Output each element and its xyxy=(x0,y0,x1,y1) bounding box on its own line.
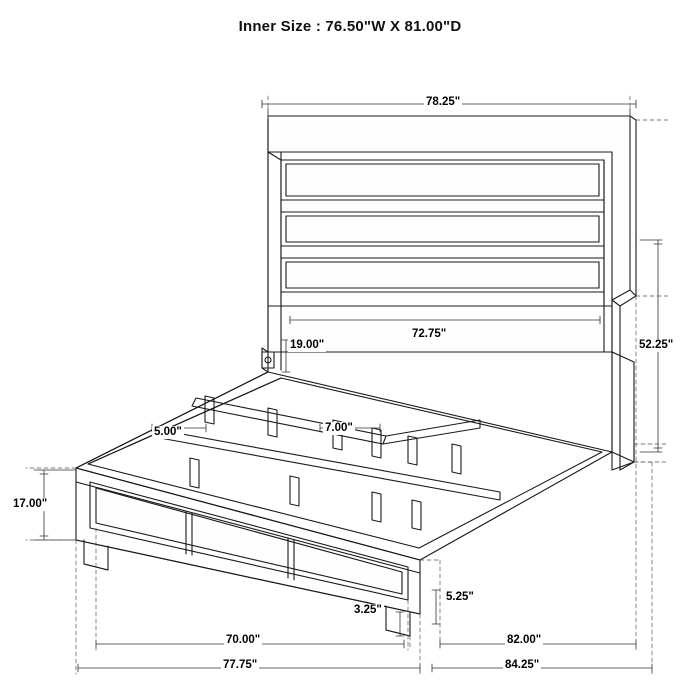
dim-overall-width: 77.75" xyxy=(223,659,258,671)
dim-headboard-inner-width: 72.75" xyxy=(412,328,447,340)
dim-rail-height: 19.00" xyxy=(290,339,325,351)
dim-footboard-height: 17.00" xyxy=(13,498,48,510)
page-title: Inner Size : 76.50"W X 81.00"D xyxy=(238,18,462,35)
dim-leg-offset: 5.25" xyxy=(446,591,474,603)
dim-inner-depth: 82.00" xyxy=(507,634,542,646)
dim-leg-height: 3.25" xyxy=(354,604,382,616)
dim-headboard-width: 78.25" xyxy=(426,96,461,108)
dim-slat-offset: 5.00" xyxy=(154,426,182,438)
dim-headboard-height: 52.25" xyxy=(639,339,674,351)
dim-slat-spacing: 7.00" xyxy=(325,422,353,434)
dim-overall-depth: 84.25" xyxy=(505,659,540,671)
dim-footboard-inner-width: 70.00" xyxy=(226,634,261,646)
